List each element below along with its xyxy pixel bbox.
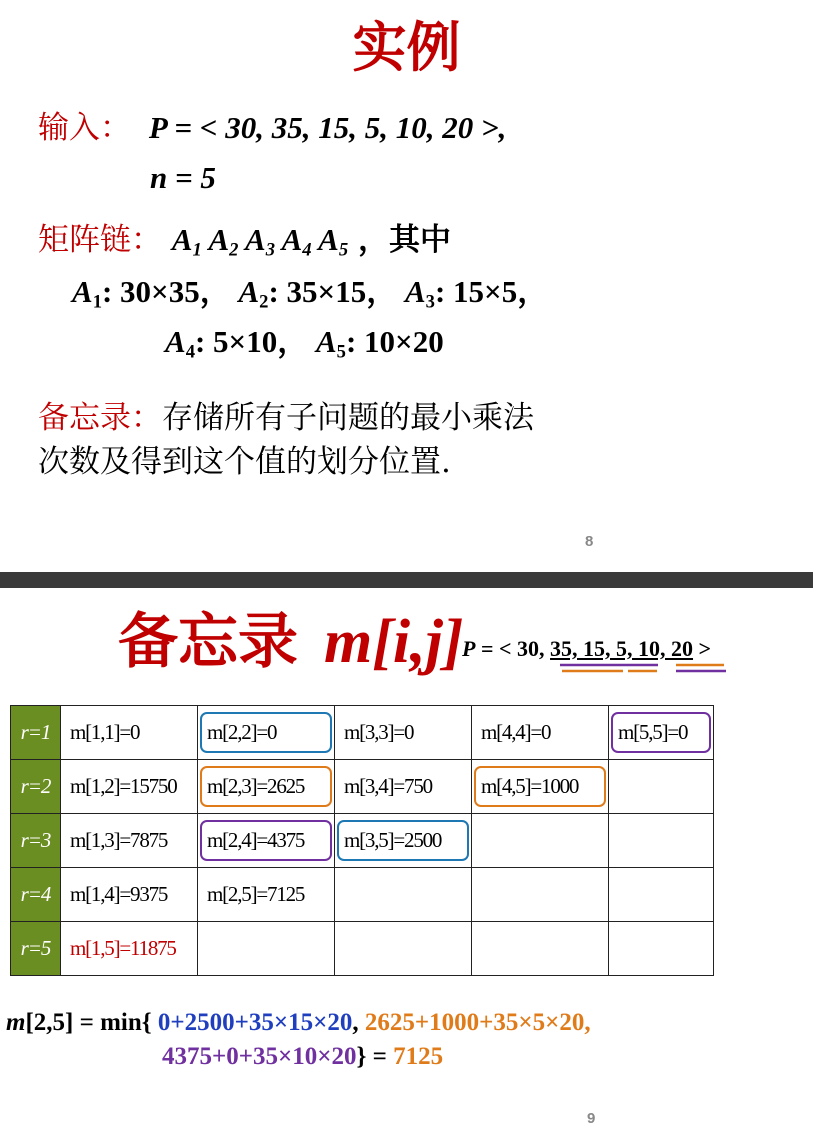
table-cell [472,760,609,814]
formula-line-2: 4375+0+35×10×20} = 7125 [162,1043,444,1070]
table-cell [198,706,335,760]
dim-a4: $A_4$: 5×10， [165,324,309,363]
cell-text: m[4,5]=1000 [481,774,579,798]
chain-label: 矩阵链： [38,222,162,258]
dim-a2: $A_2$: 35×15， [238,274,398,313]
table-cell [198,814,335,868]
table-cell [198,760,335,814]
slide-title [118,602,463,682]
memo-label: 备忘录： [38,400,162,436]
table-cell [335,760,472,814]
cell-text: m[3,5]=2500 [344,828,442,852]
table-cell [472,814,609,868]
cell-text: m[5,5]=0 [618,720,688,744]
formula-term-3: 4375+0+35×10×20 [162,1043,357,1070]
cell-text: m[2,3]=2625 [207,774,305,798]
table-cell [609,760,714,814]
input-n: n = 5 [150,160,216,195]
input-line [38,108,506,148]
title-text: 备忘录 [118,607,298,677]
cell-text: m[3,3]=0 [344,720,414,744]
table-cell [472,706,609,760]
cell-text: m[1,3]=7875 [70,828,168,852]
input-label: 输入： [38,110,131,146]
dims-line-1 [72,272,548,312]
cell-text: m[1,2]=15750 [70,774,177,798]
formula-lhs: m[2,5] = min{ [6,1009,158,1036]
row-label: r=2 [11,760,61,814]
slide-9 [0,588,813,1127]
table-cell [609,868,714,922]
cell-text: m[4,4]=0 [481,720,551,744]
cell-text: m[2,4]=4375 [207,828,305,852]
table-cell [335,814,472,868]
table-cell [472,922,609,976]
p-underline-bars [540,662,760,678]
formula-term-1: 0+2500+35×15×20 [157,1009,353,1036]
table-cell [472,868,609,922]
slide-divider [0,572,813,588]
table-cell [61,706,198,760]
cell-text: m[2,2]=0 [207,720,277,744]
table-row [11,814,714,868]
memo-table [10,705,714,976]
formula-line-1: m[2,5] = min{ 0+2500+35×15×20, 2625+1000+35×5×20, [6,1009,591,1036]
cell-text: m[3,4]=750 [344,774,432,798]
memo-line-2: 次数及得到这个值的划分位置. [38,444,451,480]
formula-term-2: 2625+1000+35×5×20 [364,1009,585,1036]
p-sequence: P = < 30, 35, 15, 5, 10, 20 > [462,636,712,661]
table-cell [335,868,472,922]
row-label: r=4 [11,868,61,922]
row-label: r=1 [11,706,61,760]
cell-text: m[1,1]=0 [70,720,140,744]
table-cell [61,922,198,976]
page-number: 9 [587,1110,596,1127]
table-cell [61,760,198,814]
title-math: m[i,j] [324,608,464,676]
cell-text: m[2,5]=7125 [207,882,305,906]
dim-a5: $A_5$: 10×20 [315,324,444,363]
slide-title: 实例 [352,15,461,79]
table-row [11,760,714,814]
chain-tail: ，其中 [358,222,452,258]
table-cell [335,922,472,976]
table-row [11,922,714,976]
table-cell [61,814,198,868]
memo-line-1 [38,398,534,438]
cell-text: m[1,5]=11875 [70,936,176,960]
cell-text: m[1,4]=9375 [70,882,168,906]
dims-line-2 [165,322,444,362]
chain-matrices: $A_1$ $A_2$ $A_3$ $A_4$ $A_5$ [171,222,349,261]
dim-a3: $A_3$: 15×5， [404,274,549,313]
table-cell [609,814,714,868]
table-cell [198,922,335,976]
table-row [11,868,714,922]
dim-a1: $A_1$: 30×35， [72,274,231,313]
table-cell [198,868,335,922]
page-number: 8 [585,533,594,550]
table-cell [61,868,198,922]
input-p: P = < 30, 35, 15, 5, 10, 20 >, [148,110,507,145]
table-cell [335,706,472,760]
formula-result: 7125 [393,1043,444,1070]
row-label: r=3 [11,814,61,868]
table-row [11,706,714,760]
chain-line [38,220,451,260]
memo-text-1: 存储所有子问题的最小乘法 [162,400,534,436]
table-cell [609,922,714,976]
p-underlined: 35, 15, 5, 10, 20 [550,636,694,661]
table-cell [609,706,714,760]
row-label: r=5 [11,922,61,976]
